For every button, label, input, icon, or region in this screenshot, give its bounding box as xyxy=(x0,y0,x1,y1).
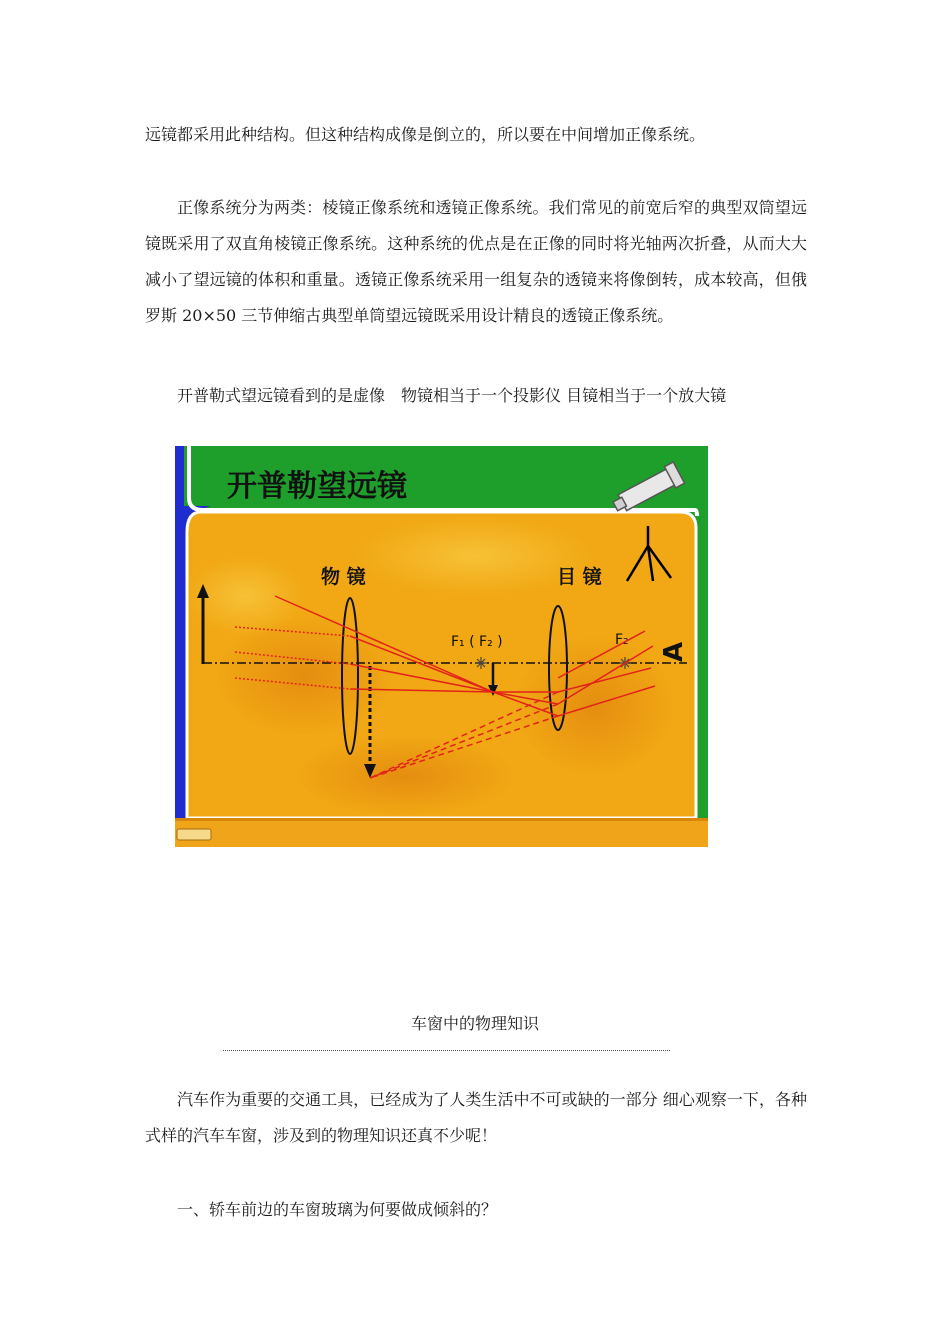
kepler-telescope-figure xyxy=(175,446,708,847)
paragraph-car-intro: 汽车作为重要的交通工具，已经成为了人类生活中不可或缺的一部分 细心观察一下，各种式样的汽车车窗，涉及到的物理知识还真不少呢！ xyxy=(145,1090,807,1145)
paragraph-erecting-systems: 正像系统分为两类：棱镜正像系统和透镜正像系统。我们常见的前宽后窄的典型双筒望远镜既采用了双直角棱镜正像系统。这种系统的优点是在正像的同时将光轴两次折叠，从而大大减小了望远镜的体积和重量。透镜正像系统采用一组复杂的透镜来将像倒转，成本较高，但俄罗斯 20×50 三节伸缩古典型单筒望远镜既采用设计精良的透镜正像系统。 xyxy=(145,198,807,325)
title-divider xyxy=(223,1050,670,1051)
kepler-diagram xyxy=(175,446,708,847)
article-title: 车窗中的物理知识 xyxy=(410,1014,539,1033)
eye-icon: A xyxy=(659,641,689,662)
blue-strip xyxy=(175,446,184,818)
focal-point-f2-label: F₂ xyxy=(615,632,629,648)
paragraph-kepler-summary: 开普勒式望远镜看到的是虚像 物镜相当于一个投影仪 目镜相当于一个放大镜 xyxy=(177,386,727,405)
eyepiece-lens-label: 目 镜 xyxy=(557,566,602,588)
figure-title: 开普勒望远镜 xyxy=(227,469,407,504)
objective-lens-label: 物 镜 xyxy=(321,566,366,588)
bottom-bar xyxy=(175,818,708,847)
speaker-icon xyxy=(177,829,211,840)
focal-point-f1-label: F₁ ( F₂ ) xyxy=(451,634,503,650)
question-heading-1: 一、轿车前边的车窗玻璃为何要做成倾斜的？ xyxy=(177,1200,498,1219)
paragraph-telescope-structure: 远镜都采用此种结构。但这种结构成像是倒立的，所以要在中间增加正像系统。 xyxy=(145,125,706,144)
